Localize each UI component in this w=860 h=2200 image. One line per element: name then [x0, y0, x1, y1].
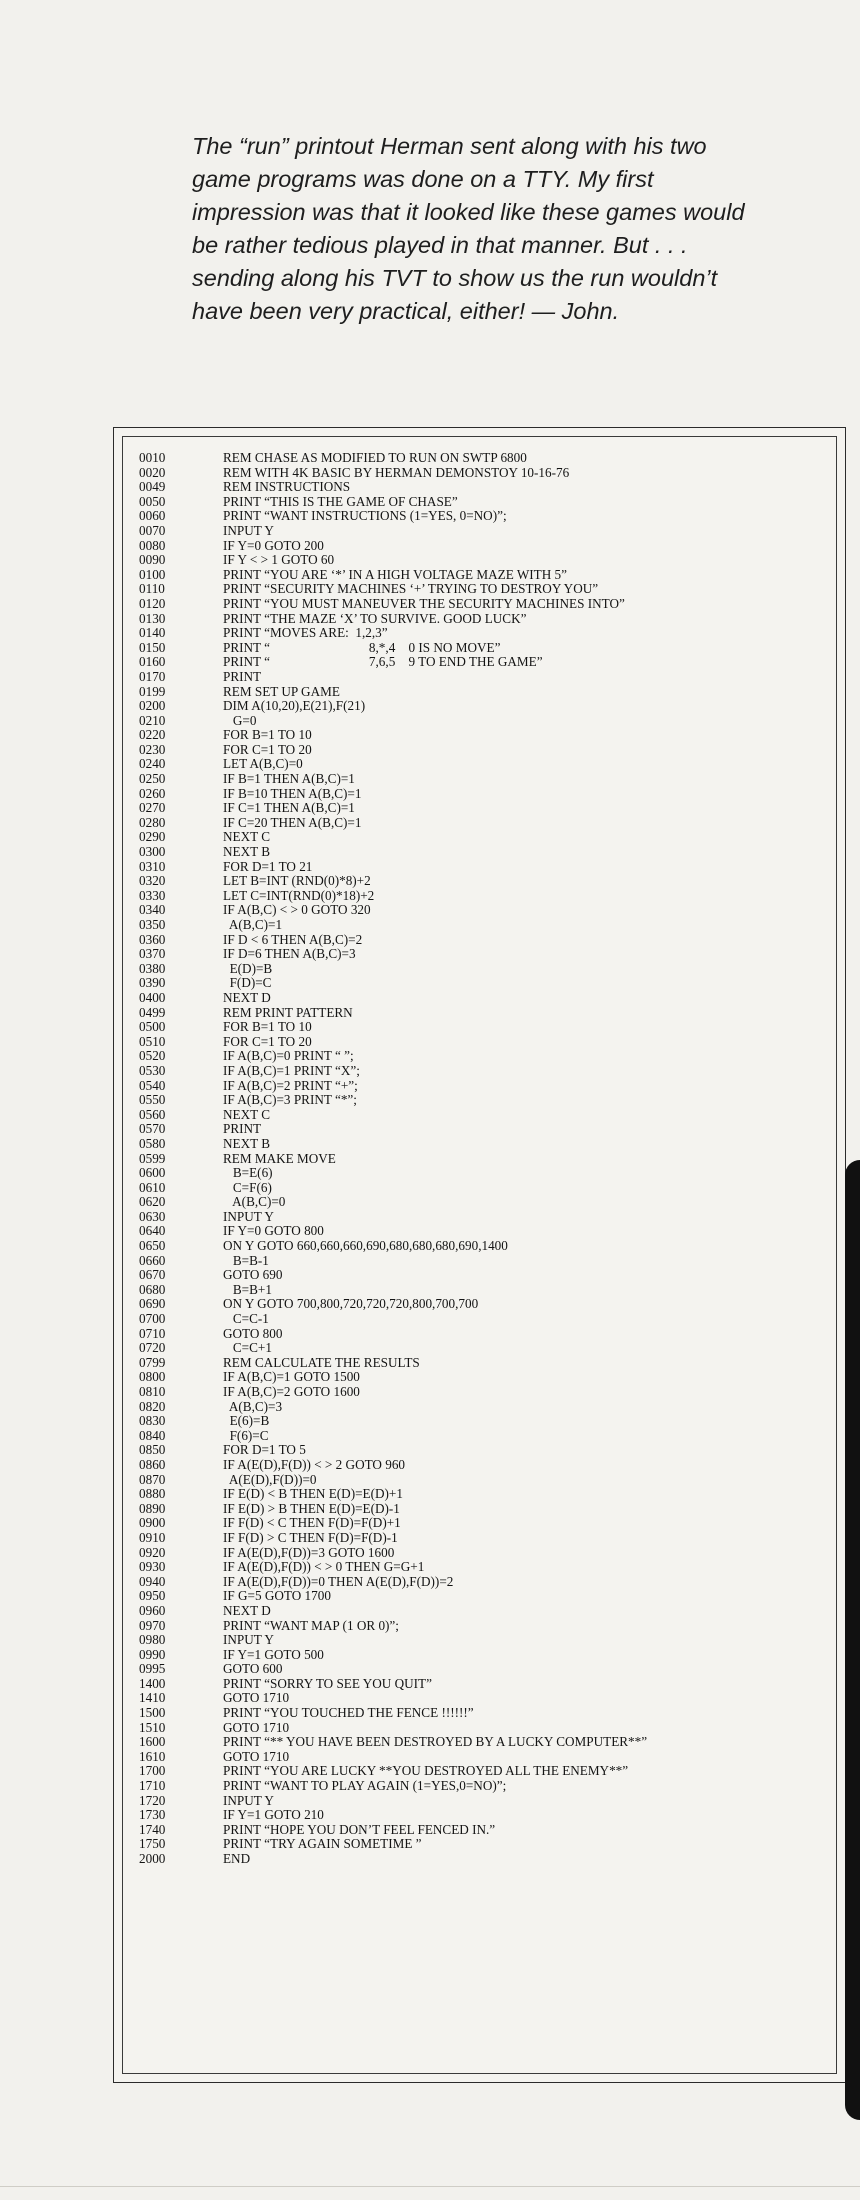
code-line [139, 1706, 647, 1721]
code-line [139, 1823, 647, 1838]
line-number: 0710 [139, 1325, 166, 1341]
line-number: 1730 [139, 1807, 166, 1823]
code-line [139, 757, 647, 772]
line-number: 0930 [139, 1559, 166, 1575]
line-number: 0130 [139, 610, 166, 626]
line-number: 1510 [139, 1719, 166, 1735]
line-number: 0860 [139, 1456, 166, 1472]
basic-statement: G=0 [223, 712, 257, 728]
basic-statement: REM CHASE AS MODIFIED TO RUN ON SWTP 6800 [223, 450, 527, 465]
code-line [139, 947, 647, 962]
basic-statement: B=B+1 [223, 1281, 272, 1297]
code-line [139, 918, 647, 933]
basic-statement: IF A(B,C) < > 0 GOTO 320 [223, 902, 371, 918]
line-number: 0570 [139, 1121, 166, 1137]
page-binding-edge [845, 1160, 860, 2120]
basic-statement: IF F(D) < C THEN F(D)=F(D)+1 [223, 1515, 401, 1531]
basic-statement: REM INSTRUCTIONS [223, 479, 351, 495]
code-line [139, 626, 647, 641]
line-number: 1400 [139, 1675, 166, 1691]
basic-statement: IF E(D) > B THEN E(D)=E(D)-1 [223, 1500, 400, 1516]
line-number: 0690 [139, 1296, 166, 1312]
code-line [139, 553, 647, 568]
line-number: 0980 [139, 1632, 166, 1648]
basic-statement: PRINT “WANT INSTRUCTIONS (1=YES, 0=NO)”; [223, 508, 507, 524]
basic-statement: F(D)=C [223, 975, 272, 991]
basic-statement: GOTO 1710 [223, 1690, 290, 1706]
basic-statement: IF B=10 THEN A(B,C)=1 [223, 785, 362, 801]
code-line [139, 787, 647, 802]
basic-statement: C=C-1 [223, 1311, 269, 1327]
code-line [139, 1152, 647, 1167]
code-line [139, 1137, 647, 1152]
basic-statement: INPUT Y [223, 1208, 274, 1224]
line-number: 0500 [139, 1019, 166, 1035]
basic-statement: FOR B=1 TO 10 [223, 1019, 312, 1035]
code-line [139, 830, 647, 845]
code-line [139, 1312, 647, 1327]
basic-statement: NEXT C [223, 829, 271, 845]
code-line [139, 1458, 647, 1473]
line-number: 0390 [139, 975, 166, 991]
line-number: 0940 [139, 1573, 166, 1589]
line-number: 0160 [139, 654, 166, 670]
basic-statement: A(B,C)=3 [223, 1398, 283, 1414]
line-number: 0890 [139, 1500, 166, 1516]
basic-statement: PRINT “YOU MUST MANEUVER THE SECURITY MACHINES INTO” [223, 595, 625, 611]
basic-statement: NEXT B [223, 844, 271, 860]
code-line [139, 1064, 647, 1079]
code-line [139, 524, 647, 539]
line-number: 0610 [139, 1179, 166, 1195]
code-line [139, 1210, 647, 1225]
code-line [139, 1239, 647, 1254]
basic-statement: IF A(E(D),F(D)) < > 0 THEN G=G+1 [223, 1559, 425, 1575]
line-number: 0330 [139, 887, 166, 903]
basic-statement: IF A(B,C)=2 PRINT “+”; [223, 1077, 358, 1093]
line-number: 0620 [139, 1194, 166, 1210]
basic-statement: GOTO 1710 [223, 1748, 290, 1764]
basic-statement: LET A(B,C)=0 [223, 756, 303, 772]
code-line [139, 1297, 647, 1312]
code-line [139, 1181, 647, 1196]
line-number: 0550 [139, 1092, 166, 1108]
basic-statement: INPUT Y [223, 1632, 274, 1648]
code-line [139, 933, 647, 948]
line-number: 0280 [139, 814, 166, 830]
basic-statement: NEXT D [223, 989, 271, 1005]
code-line [139, 1283, 647, 1298]
line-number: 0870 [139, 1471, 166, 1487]
code-line [139, 1487, 647, 1502]
line-number: 0300 [139, 844, 166, 860]
code-line [139, 699, 647, 714]
line-number: 0260 [139, 785, 166, 801]
code-line [139, 655, 647, 670]
code-line [139, 1648, 647, 1663]
code-line [139, 1006, 647, 1021]
basic-statement: GOTO 1710 [223, 1719, 290, 1735]
line-number: 0150 [139, 639, 166, 655]
code-line [139, 1560, 647, 1575]
line-number: 0050 [139, 493, 166, 509]
code-line [139, 1662, 647, 1677]
basic-statement: GOTO 800 [223, 1325, 283, 1341]
code-line [139, 845, 647, 860]
code-line [139, 1779, 647, 1794]
basic-statement: B=B-1 [223, 1252, 269, 1268]
code-line [139, 1166, 647, 1181]
code-line [139, 1093, 647, 1108]
basic-statement: FOR D=1 TO 5 [223, 1442, 306, 1458]
line-number: 0199 [139, 683, 166, 699]
listing-inner-border [122, 436, 837, 2074]
basic-statement: IF Y=0 GOTO 800 [223, 1223, 324, 1239]
line-number: 0220 [139, 727, 166, 743]
code-line [139, 1531, 647, 1546]
line-number: 0290 [139, 829, 166, 845]
line-number: 0090 [139, 552, 166, 568]
line-number: 0850 [139, 1442, 166, 1458]
code-line [139, 889, 647, 904]
basic-statement: PRINT “ 7,6,5 9 TO END THE GAME” [223, 654, 543, 670]
basic-statement: IF A(B,C)=1 PRINT “X”; [223, 1062, 360, 1078]
line-number: 1720 [139, 1792, 166, 1808]
basic-statement: NEXT D [223, 1602, 271, 1618]
line-number: 0920 [139, 1544, 166, 1560]
code-line [139, 1764, 647, 1779]
code-line [139, 1575, 647, 1590]
line-number: 0970 [139, 1617, 166, 1633]
code-line [139, 1341, 647, 1356]
basic-statement: NEXT C [223, 1106, 271, 1122]
basic-statement: INPUT Y [223, 1792, 274, 1808]
basic-statement: IF C=1 THEN A(B,C)=1 [223, 800, 355, 816]
line-number: 0950 [139, 1588, 166, 1604]
line-number: 0630 [139, 1208, 166, 1224]
basic-statement: IF F(D) > C THEN F(D)=F(D)-1 [223, 1529, 398, 1545]
code-line [139, 1356, 647, 1371]
line-number: 0320 [139, 873, 166, 889]
line-number: 2000 [139, 1851, 166, 1866]
code-line [139, 962, 647, 977]
code-line [139, 816, 647, 831]
code-line [139, 480, 647, 495]
basic-statement: E(6)=B [223, 1413, 270, 1429]
line-number: 0060 [139, 508, 166, 524]
code-line [139, 1254, 647, 1269]
basic-statement: PRINT “WANT MAP (1 OR 0)”; [223, 1617, 399, 1633]
code-line [139, 1122, 647, 1137]
code-line [139, 714, 647, 729]
line-number: 0020 [139, 464, 166, 480]
line-number: 1710 [139, 1778, 166, 1794]
basic-statement: FOR C=1 TO 20 [223, 1033, 312, 1049]
program-listing [113, 427, 846, 2083]
basic-statement: FOR C=1 TO 20 [223, 741, 312, 757]
basic-statement: FOR B=1 TO 10 [223, 727, 312, 743]
code-line [139, 860, 647, 875]
line-number: 0670 [139, 1267, 166, 1283]
basic-statement: PRINT “** YOU HAVE BEEN DESTROYED BY A LUCKY COMPUTER**” [223, 1734, 648, 1750]
basic-statement: IF A(B,C)=3 PRINT “*”; [223, 1092, 357, 1108]
basic-statement: IF A(B,C)=0 PRINT “ ”; [223, 1048, 354, 1064]
basic-statement: IF Y=0 GOTO 200 [223, 537, 324, 553]
code-line [139, 1268, 647, 1283]
code-line [139, 1108, 647, 1123]
basic-statement: PRINT [223, 1121, 262, 1137]
basic-statement: C=F(6) [223, 1179, 272, 1195]
code-line [139, 612, 647, 627]
code-line [139, 1691, 647, 1706]
line-number: 0540 [139, 1077, 166, 1093]
code-line [139, 1385, 647, 1400]
line-number: 0799 [139, 1354, 166, 1370]
basic-statement: A(B,C)=0 [223, 1194, 286, 1210]
line-number: 0200 [139, 698, 166, 714]
code-line [139, 1852, 647, 1867]
line-number: 0350 [139, 917, 166, 932]
basic-statement: E(D)=B [223, 960, 273, 976]
code-line [139, 1327, 647, 1342]
basic-statement: A(E(D),F(D))=0 [223, 1471, 317, 1487]
line-number: 1410 [139, 1690, 166, 1706]
basic-statement: B=E(6) [223, 1165, 273, 1181]
code-line [139, 1589, 647, 1604]
basic-statement: IF G=5 GOTO 1700 [223, 1588, 331, 1604]
code-line [139, 1677, 647, 1692]
basic-statement: PRINT “YOU ARE LUCKY **YOU DESTROYED ALL THE ENEMY**” [223, 1763, 629, 1779]
line-number: 0640 [139, 1223, 166, 1239]
code-line [139, 1516, 647, 1531]
line-number: 0599 [139, 1150, 166, 1166]
code-line [139, 772, 647, 787]
basic-statement: IF A(E(D),F(D))=0 THEN A(E(D),F(D))=2 [223, 1573, 454, 1589]
line-number: 0049 [139, 479, 166, 495]
code-line [139, 1633, 647, 1648]
code-line [139, 670, 647, 685]
line-number: 0340 [139, 902, 166, 918]
basic-statement: IF D=6 THEN A(B,C)=3 [223, 946, 356, 962]
basic-statement: REM CALCULATE THE RESULTS [223, 1354, 420, 1370]
basic-statement: REM SET UP GAME [223, 683, 340, 699]
code-line [139, 1546, 647, 1561]
line-number: 0510 [139, 1033, 166, 1049]
line-number: 0520 [139, 1048, 166, 1064]
basic-statement: LET B=INT (RND(0)*8)+2 [223, 873, 371, 889]
line-number: 0230 [139, 741, 166, 757]
basic-statement: GOTO 600 [223, 1661, 283, 1677]
line-number: 0400 [139, 989, 166, 1005]
line-number: 0600 [139, 1165, 166, 1181]
code-line [139, 641, 647, 656]
basic-statement: PRINT [223, 668, 262, 684]
basic-statement: NEXT B [223, 1135, 271, 1151]
code-line [139, 874, 647, 889]
line-number: 0170 [139, 668, 166, 684]
line-number: 0100 [139, 566, 166, 582]
code-line [139, 1502, 647, 1517]
code-line [139, 597, 647, 612]
line-number: 0910 [139, 1529, 166, 1545]
line-number: 0210 [139, 712, 166, 728]
line-number: 0960 [139, 1602, 166, 1618]
code-lines [139, 451, 647, 1867]
line-number: 0990 [139, 1646, 166, 1662]
line-number: 0310 [139, 858, 166, 874]
line-number: 0660 [139, 1252, 166, 1268]
code-line [139, 903, 647, 918]
line-number: 0800 [139, 1369, 166, 1385]
basic-statement: PRINT “MOVES ARE: 1,2,3” [223, 625, 388, 641]
basic-statement: PRINT “WANT TO PLAY AGAIN (1=YES,0=NO)”; [223, 1778, 507, 1794]
code-line [139, 582, 647, 597]
line-number: 0270 [139, 800, 166, 816]
basic-statement: PRINT “SORRY TO SEE YOU QUIT” [223, 1675, 432, 1691]
basic-statement: IF E(D) < B THEN E(D)=E(D)+1 [223, 1486, 403, 1502]
code-line [139, 1414, 647, 1429]
page-bottom-rule [0, 2186, 860, 2187]
line-number: 0070 [139, 522, 166, 538]
code-line [139, 991, 647, 1006]
code-line [139, 451, 647, 466]
code-line [139, 495, 647, 510]
basic-statement: LET C=INT(RND(0)*18)+2 [223, 887, 375, 903]
line-number: 0720 [139, 1340, 166, 1356]
basic-statement: PRINT “YOU ARE ‘*’ IN A HIGH VOLTAGE MAZE WITH 5” [223, 566, 567, 582]
basic-statement: IF Y < > 1 GOTO 60 [223, 552, 335, 568]
code-line [139, 1808, 647, 1823]
line-number: 0360 [139, 931, 166, 947]
line-number: 0680 [139, 1281, 166, 1297]
line-number: 0820 [139, 1398, 166, 1414]
basic-statement: IF A(B,C)=2 GOTO 1600 [223, 1384, 360, 1399]
intro-caption: The “run” printout Herman sent along with his two game programs was done on a TTY. My first impression was that it looked like these games would be rather tedious played in that manner. But . . . sending along his TVT to show us the run wouldn’t have been very practical, either! — John. [192, 133, 745, 324]
line-number: 0370 [139, 946, 166, 962]
basic-statement: ON Y GOTO 700,800,720,720,720,800,700,700 [223, 1296, 479, 1312]
basic-statement: INPUT Y [223, 522, 274, 538]
line-number: 0560 [139, 1106, 166, 1122]
basic-statement: IF A(E(D),F(D))=3 GOTO 1600 [223, 1544, 395, 1560]
code-line [139, 685, 647, 700]
code-line [139, 1020, 647, 1035]
basic-statement: PRINT “SECURITY MACHINES ‘+’ TRYING TO DESTROY YOU” [223, 581, 599, 597]
line-number: 0010 [139, 450, 166, 465]
line-number: 0380 [139, 960, 166, 976]
basic-statement: DIM A(10,20),E(21),F(21) [223, 698, 366, 714]
basic-statement: IF D < 6 THEN A(B,C)=2 [223, 931, 363, 947]
code-line [139, 728, 647, 743]
basic-statement: IF B=1 THEN A(B,C)=1 [223, 771, 355, 787]
basic-statement: REM PRINT PATTERN [223, 1004, 353, 1020]
basic-statement: C=C+1 [223, 1340, 272, 1356]
line-number: 0650 [139, 1238, 166, 1254]
code-line [139, 1619, 647, 1634]
basic-statement: GOTO 690 [223, 1267, 283, 1283]
basic-statement: IF A(E(D),F(D)) < > 2 GOTO 960 [223, 1456, 406, 1472]
line-number: 0120 [139, 595, 166, 611]
line-number: 0080 [139, 537, 166, 553]
basic-statement: PRINT “HOPE YOU DON’T FEEL FENCED IN.” [223, 1821, 496, 1837]
basic-statement: F(6)=C [223, 1427, 269, 1443]
code-line [139, 466, 647, 481]
code-line [139, 568, 647, 583]
code-line [139, 1794, 647, 1809]
code-line [139, 1750, 647, 1765]
basic-statement: END [223, 1851, 251, 1866]
code-line [139, 1079, 647, 1094]
line-number: 0499 [139, 1004, 166, 1020]
code-line [139, 1604, 647, 1619]
code-line [139, 1400, 647, 1415]
line-number: 0830 [139, 1413, 166, 1429]
basic-statement: PRINT “TRY AGAIN SOMETIME ” [223, 1836, 422, 1852]
line-number: 0530 [139, 1062, 166, 1078]
basic-statement: PRINT “THIS IS THE GAME OF CHASE” [223, 493, 458, 509]
code-line [139, 743, 647, 758]
basic-statement: FOR D=1 TO 21 [223, 858, 313, 874]
code-line [139, 1429, 647, 1444]
line-number: 1500 [139, 1705, 166, 1721]
code-line [139, 1049, 647, 1064]
line-number: 0250 [139, 771, 166, 787]
basic-statement: PRINT “YOU TOUCHED THE FENCE !!!!!!” [223, 1705, 474, 1721]
code-line [139, 1443, 647, 1458]
basic-statement: REM MAKE MOVE [223, 1150, 336, 1166]
code-line [139, 1735, 647, 1750]
code-line [139, 1837, 647, 1852]
code-line [139, 539, 647, 554]
line-number: 1750 [139, 1836, 166, 1852]
code-line [139, 1035, 647, 1050]
basic-statement: REM WITH 4K BASIC BY HERMAN DEMONSTOY 10-16-76 [223, 464, 570, 480]
basic-statement: IF Y=1 GOTO 500 [223, 1646, 324, 1662]
line-number: 0840 [139, 1427, 166, 1443]
basic-statement: A(B,C)=1 [223, 917, 283, 932]
line-number: 0700 [139, 1311, 166, 1327]
line-number: 0810 [139, 1384, 166, 1399]
line-number: 0995 [139, 1661, 166, 1677]
line-number: 1600 [139, 1734, 166, 1750]
line-number: 0580 [139, 1135, 166, 1151]
basic-statement: IF C=20 THEN A(B,C)=1 [223, 814, 362, 830]
line-number: 1700 [139, 1763, 166, 1779]
line-number: 0880 [139, 1486, 166, 1502]
code-line [139, 1721, 647, 1736]
line-number: 1610 [139, 1748, 166, 1764]
line-number: 0110 [139, 581, 165, 597]
basic-statement: IF A(B,C)=1 GOTO 1500 [223, 1369, 360, 1385]
code-line [139, 1370, 647, 1385]
basic-statement: ON Y GOTO 660,660,660,690,680,680,680,690,1400 [223, 1238, 508, 1254]
code-line [139, 1195, 647, 1210]
line-number: 1740 [139, 1821, 166, 1837]
line-number: 0900 [139, 1515, 166, 1531]
code-line [139, 1473, 647, 1488]
basic-statement: IF Y=1 GOTO 210 [223, 1807, 324, 1823]
basic-statement: PRINT “ 8,*,4 0 IS NO MOVE” [223, 639, 501, 655]
line-number: 0140 [139, 625, 166, 641]
line-number: 0240 [139, 756, 166, 772]
code-line [139, 976, 647, 991]
code-line [139, 1224, 647, 1239]
code-line [139, 509, 647, 524]
code-line [139, 801, 647, 816]
basic-statement: PRINT “THE MAZE ‘X’ TO SURVIVE. GOOD LUCK” [223, 610, 527, 626]
